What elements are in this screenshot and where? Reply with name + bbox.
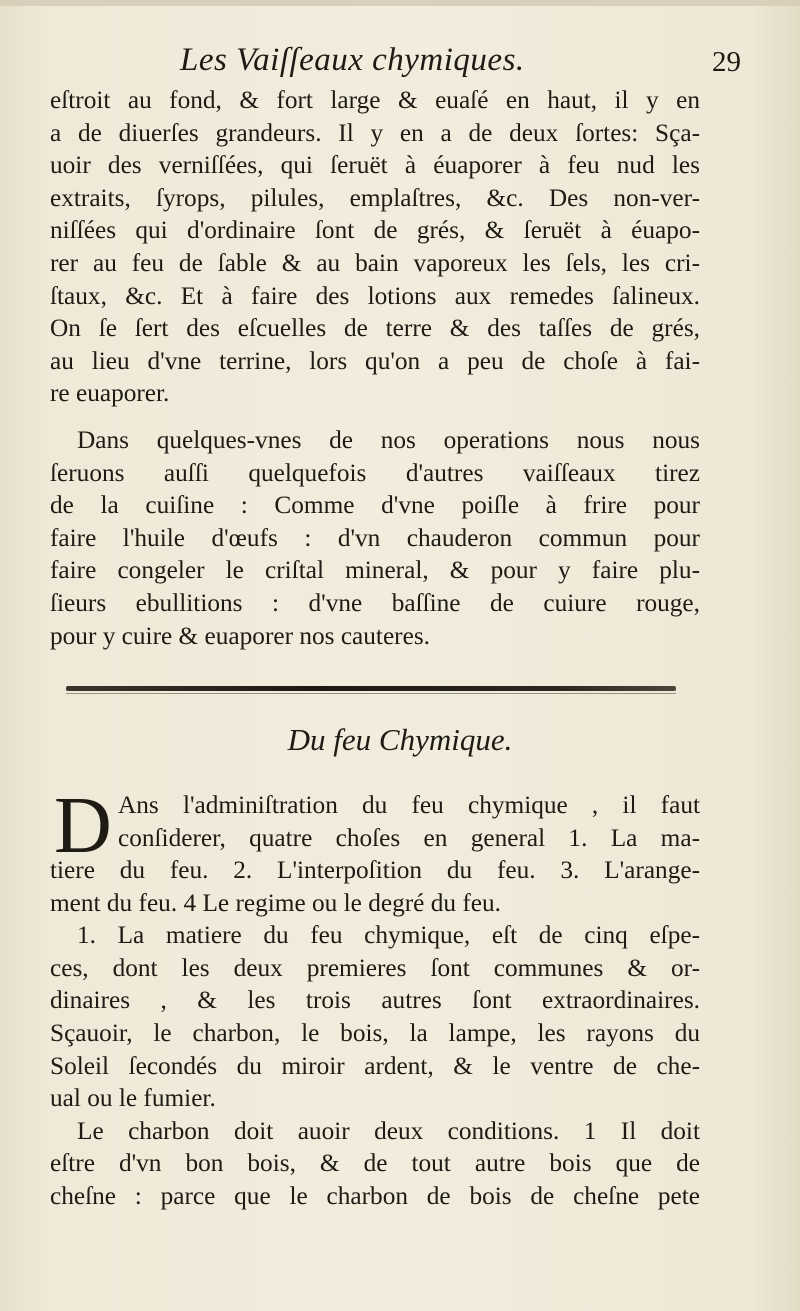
- page-number: 29: [712, 46, 741, 78]
- text-line: faire l'huile d'œufs : d'vn chauderon commun pour: [50, 523, 700, 552]
- text-line: a de diuerſes grandeurs. Il y en a de deux ſortes: Sça-: [50, 118, 700, 147]
- text-line: ces, dont les deux premieres ſont communes & or-: [50, 953, 700, 982]
- running-title: Les Vaiſſeaux chymiques.: [180, 42, 525, 78]
- text-line: ual ou le fumier.: [50, 1084, 216, 1113]
- drop-cap-lines: [118, 789, 700, 854]
- text-line: Le charbon doit auoir deux conditions. 1 Il doit: [77, 1116, 700, 1145]
- text-line: Ans l'adminiſtration du feu chymique , il faut: [118, 791, 700, 819]
- section-heading: Du feu Chymique.: [287, 722, 513, 757]
- text-line: ſieurs ebullitions : d'vne baſſine de cuiure rouge,: [50, 588, 700, 617]
- text-line: Sçauoir, le charbon, le bois, la lampe, les rayons du: [50, 1018, 700, 1047]
- text-line: faire congeler le criſtal mineral, & pour y faire plu-: [50, 556, 700, 585]
- text-line: dinaires , & les trois autres ſont extraordinaires.: [50, 986, 700, 1015]
- text-line: ſeruons auſſi quelquefois d'autres vaiſſeaux tirez: [50, 458, 700, 487]
- drop-cap: D: [54, 782, 112, 870]
- section-body: [50, 854, 700, 1213]
- text-line: ſtaux, &c. Et à faire des lotions aux remedes ſalineux.: [50, 281, 700, 310]
- paragraph-vessels: [50, 84, 700, 410]
- text-line: Soleil ſecondés du miroir ardent, & le ventre de che-: [50, 1051, 700, 1080]
- text-line: Dans quelques-vnes de nos operations nous nous: [77, 426, 700, 454]
- text-line: de la cuiſine : Comme d'vne poiſle à frire pour: [50, 491, 700, 520]
- text-line: niſſées qui d'ordinaire ſont de grés, & ſeruët à éuapo-: [50, 216, 700, 245]
- text-line: tiere du feu. 2. L'interpoſition du feu. 3. L'arange-: [50, 856, 700, 884]
- text-line: conſiderer, quatre choſes en general 1. La ma-: [118, 823, 700, 852]
- text-line: uoir des verniſſées, qui ſeruët à éuaporer à feu nud les: [50, 151, 700, 180]
- page-header: [0, 38, 800, 88]
- text-line: au lieu d'vne terrine, lors qu'on a peu de choſe à fai-: [50, 346, 700, 375]
- text-line: On ſe ſert des eſcuelles de terre & des taſſes de grés,: [50, 314, 700, 343]
- text-line: re euaporer.: [50, 379, 170, 408]
- text-line: pour y cuire & euaporer nos cauteres.: [50, 621, 430, 650]
- page-top-edge: [0, 0, 800, 6]
- text-line: 1. La matiere du feu chymique, eſt de cinq eſpe-: [77, 921, 700, 950]
- text-line: eſtre d'vn bon bois, & de tout autre bois que de: [50, 1149, 700, 1178]
- text-line: ment du feu. 4 Le regime ou le degré du feu.: [50, 888, 501, 917]
- text-line: extraits, ſyrops, pilules, emplaſtres, &c. Des non-ver-: [50, 183, 700, 212]
- text-line: rer au feu de ſable & au bain vaporeux les ſels, les cri-: [50, 248, 700, 277]
- section-divider-shadow: [66, 693, 676, 694]
- section-divider-rule: [66, 686, 676, 691]
- text-line: cheſne : parce que le charbon de bois de cheſne pete: [50, 1181, 700, 1210]
- paragraph-kitchen-vessels: [50, 424, 700, 652]
- text-line: eſtroit au fond, & fort large & euaſé en haut, il y en: [50, 86, 700, 114]
